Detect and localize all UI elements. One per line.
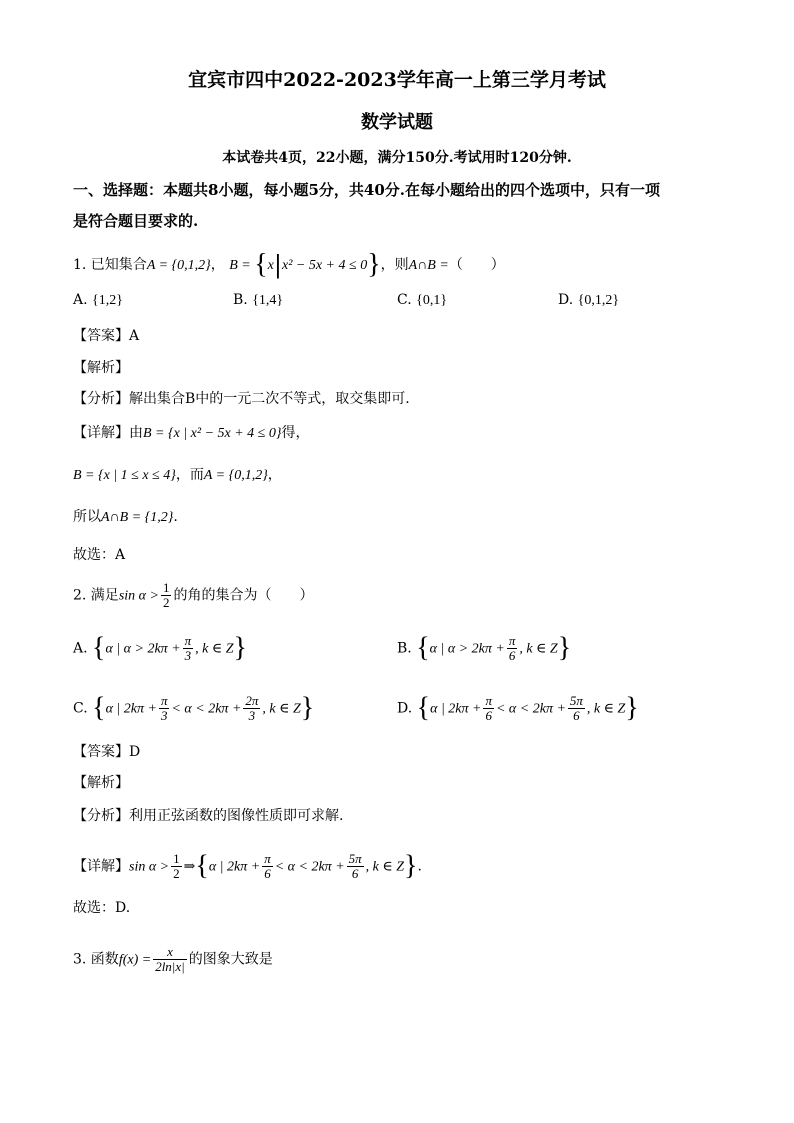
q1-set-a: A = {0,1,2} <box>146 258 211 273</box>
fraction-denominator: 2 <box>173 866 180 881</box>
q1-option-a <box>73 290 123 311</box>
q1-set-b-cond: x² − 5x + 4 ≤ 0 <box>281 258 368 273</box>
page-title: 宜宾市四中2022-2023学年高一上第三学月考试 <box>188 69 606 91</box>
q1-option-c <box>397 290 447 311</box>
xj-fraction-2 <box>347 852 364 881</box>
option-label: C. <box>397 292 412 308</box>
xj-math: A∩B = {1,2} <box>101 510 174 525</box>
xj-pre: α | 2kπ + <box>208 859 261 875</box>
q3-func: f(x) = <box>118 952 152 968</box>
xiangjie-tag: 【详解】 <box>73 425 129 441</box>
q1-xiangjie-line2 <box>73 465 282 486</box>
q1-xiangjie-line3 <box>73 507 178 528</box>
fraction-numerator: 5π <box>569 693 583 708</box>
option-label: B. <box>397 640 412 657</box>
brace-open: { <box>416 632 430 664</box>
xj-mid: < α < 2kπ + <box>274 859 345 875</box>
option-pre: α | 2kπ + <box>430 701 482 717</box>
xj-post: . <box>173 509 178 525</box>
fraction-denominator: 2 <box>162 595 170 610</box>
fraction-numerator: 5π <box>348 851 362 866</box>
question-2 <box>73 581 313 610</box>
brace-close: } <box>404 850 418 882</box>
option-value: {0,1} <box>416 293 448 308</box>
q2-option-a <box>73 634 247 663</box>
xj-mid: ，而 <box>175 467 204 483</box>
option-pre: α | α > 2kπ + <box>429 641 505 657</box>
q1-option-d <box>558 290 619 311</box>
fraction-denominator: 3 <box>248 708 256 723</box>
xj-half-fraction <box>171 852 182 881</box>
option-label: D. <box>397 700 413 717</box>
q2-analysis-tag <box>73 773 129 793</box>
fenxi-tag: 【分析】 <box>73 808 129 824</box>
q1-set-b-var: x <box>267 258 274 273</box>
fenxi-text: 利用正弦函数的图像性质即可求解. <box>129 808 344 824</box>
fraction-numerator: π <box>160 693 168 708</box>
brace-close: } <box>233 632 247 664</box>
option-mid: < α < 2kπ + <box>495 701 566 717</box>
q2-half-fraction <box>161 581 172 610</box>
q2-cond: sin α > <box>118 588 159 604</box>
brace-open: { <box>92 632 106 664</box>
xj-end: . <box>417 858 422 875</box>
brace-open: { <box>92 692 106 724</box>
q2-choose: 故选：D. <box>73 900 131 916</box>
analysis-tag: 【解析】 <box>73 775 129 791</box>
option-value: {1,4} <box>252 293 284 308</box>
q1-fenxi <box>73 389 410 409</box>
option-label: A. <box>73 292 88 308</box>
option-post: , k ∈ Z <box>586 701 626 717</box>
option-label: C. <box>73 700 88 717</box>
fraction-denominator: 2ln|x| <box>155 959 185 974</box>
fraction-numerator: π <box>508 633 516 648</box>
q2-prefix: 2. 满足 <box>73 587 119 604</box>
option-fraction <box>507 634 518 663</box>
option-label: B. <box>233 292 248 308</box>
option-fraction-2 <box>243 694 260 723</box>
option-value: {1,2} <box>92 293 123 308</box>
xj-math2: A = {0,1,2} <box>203 468 268 483</box>
fraction-denominator: 6 <box>264 866 271 881</box>
q1-brace-open: { <box>254 249 268 280</box>
q2-suffix: 的角的集合为（ ） <box>173 587 314 604</box>
xj-post: ， <box>267 467 282 483</box>
q2-option-d <box>397 694 639 723</box>
answer-value: D <box>129 744 141 760</box>
q1-paren: （ ） <box>448 257 505 273</box>
option-post: , k ∈ Z <box>195 641 234 657</box>
page-subtitle: 数学试题 <box>361 112 433 133</box>
exam-note: 本试卷共4页，22小题，满分150分.考试用时120分钟. <box>222 150 572 166</box>
option-fraction <box>159 694 170 723</box>
xj-pre: 由 <box>129 425 143 441</box>
fraction-denominator: 6 <box>573 708 580 723</box>
xj-fraction <box>262 852 273 881</box>
answer-value: A <box>129 328 140 344</box>
option-label: A. <box>73 640 88 657</box>
fraction-numerator: 2π <box>245 693 259 708</box>
fraction-denominator: 3 <box>184 648 192 663</box>
fenxi-text: 解出集合B中的一元二次不等式，取交集即可. <box>129 391 410 407</box>
q1-set-b-left: B = <box>229 258 255 273</box>
question-3 <box>73 945 273 974</box>
option-fraction <box>183 634 194 663</box>
brace-open: { <box>416 692 431 724</box>
q1-answer <box>73 326 139 346</box>
q2-answer <box>73 742 140 762</box>
fraction-denominator: 6 <box>351 866 359 881</box>
q1-brace-close: } <box>367 249 381 280</box>
answer-tag: 【答案】 <box>73 744 129 760</box>
brace-close: } <box>557 632 572 664</box>
implies-arrow: ⇒ <box>183 859 196 875</box>
q3-prefix: 3. 函数 <box>73 951 119 968</box>
q1-choose: 故选：A <box>73 547 126 563</box>
xj-post: 得， <box>281 425 310 441</box>
brace-close: } <box>300 692 315 724</box>
q1-xiangjie-line1 <box>73 423 309 444</box>
q2-option-c <box>73 694 314 723</box>
question-1 <box>73 249 505 280</box>
xj-math: B = {x | x² − 5x + 4 ≤ 0} <box>143 426 282 441</box>
fraction-numerator: 1 <box>162 580 170 595</box>
option-value: {0,1,2} <box>577 293 620 308</box>
fraction-numerator: 1 <box>173 851 180 866</box>
fraction-numerator: x <box>153 945 187 960</box>
xiangjie-tag: 【详解】 <box>73 858 129 875</box>
fenxi-tag: 【分析】 <box>73 391 129 407</box>
xj-math: B = {x | 1 ≤ x ≤ 4} <box>73 468 176 483</box>
q1-sep: ， <box>210 257 225 273</box>
q1-analysis-tag <box>73 358 129 378</box>
q3-suffix: 的图象大致是 <box>188 951 273 968</box>
fraction-numerator: π <box>264 851 271 866</box>
q1-prefix: 1. 已知集合 <box>73 257 147 273</box>
q2-fenxi <box>73 806 343 826</box>
option-label: D. <box>558 292 574 308</box>
xj-lhs: sin α > <box>129 859 170 875</box>
q2-xiangjie <box>73 852 422 881</box>
option-pre: α | 2kπ + <box>105 701 157 717</box>
fraction-denominator: 3 <box>160 708 168 723</box>
analysis-tag: 【解析】 <box>73 360 129 376</box>
fraction-denominator: 6 <box>485 708 492 723</box>
q2-option-b <box>397 634 571 663</box>
q1-then: ，则 <box>380 257 409 273</box>
q3-fraction <box>153 945 187 974</box>
answer-tag: 【答案】 <box>73 328 129 344</box>
xj-post: , k ∈ Z <box>365 859 405 875</box>
q1-intersect: A∩B = <box>408 258 449 273</box>
option-post: , k ∈ Z <box>262 701 301 717</box>
fraction-numerator: π <box>485 693 492 708</box>
q1-option-b <box>233 290 283 311</box>
fraction-denominator: 6 <box>508 648 516 663</box>
option-mid: < α < 2kπ + <box>171 701 242 717</box>
fraction-numerator: π <box>184 633 192 648</box>
brace-close: } <box>625 692 639 724</box>
option-fraction-2 <box>568 694 585 723</box>
brace-open: { <box>195 850 209 882</box>
section-heading-line2: 是符合题目要求的. <box>73 212 199 230</box>
option-pre: α | α > 2kπ + <box>105 641 181 657</box>
option-post: , k ∈ Z <box>519 641 558 657</box>
option-fraction <box>483 694 494 723</box>
xj-pre: 所以 <box>73 509 101 525</box>
q1-bar: | <box>273 251 282 279</box>
section-heading-line1: 一、选择题：本题共8小题，每小题5分，共40分.在每小题给出的四个选项中，只有一项 <box>73 181 660 199</box>
